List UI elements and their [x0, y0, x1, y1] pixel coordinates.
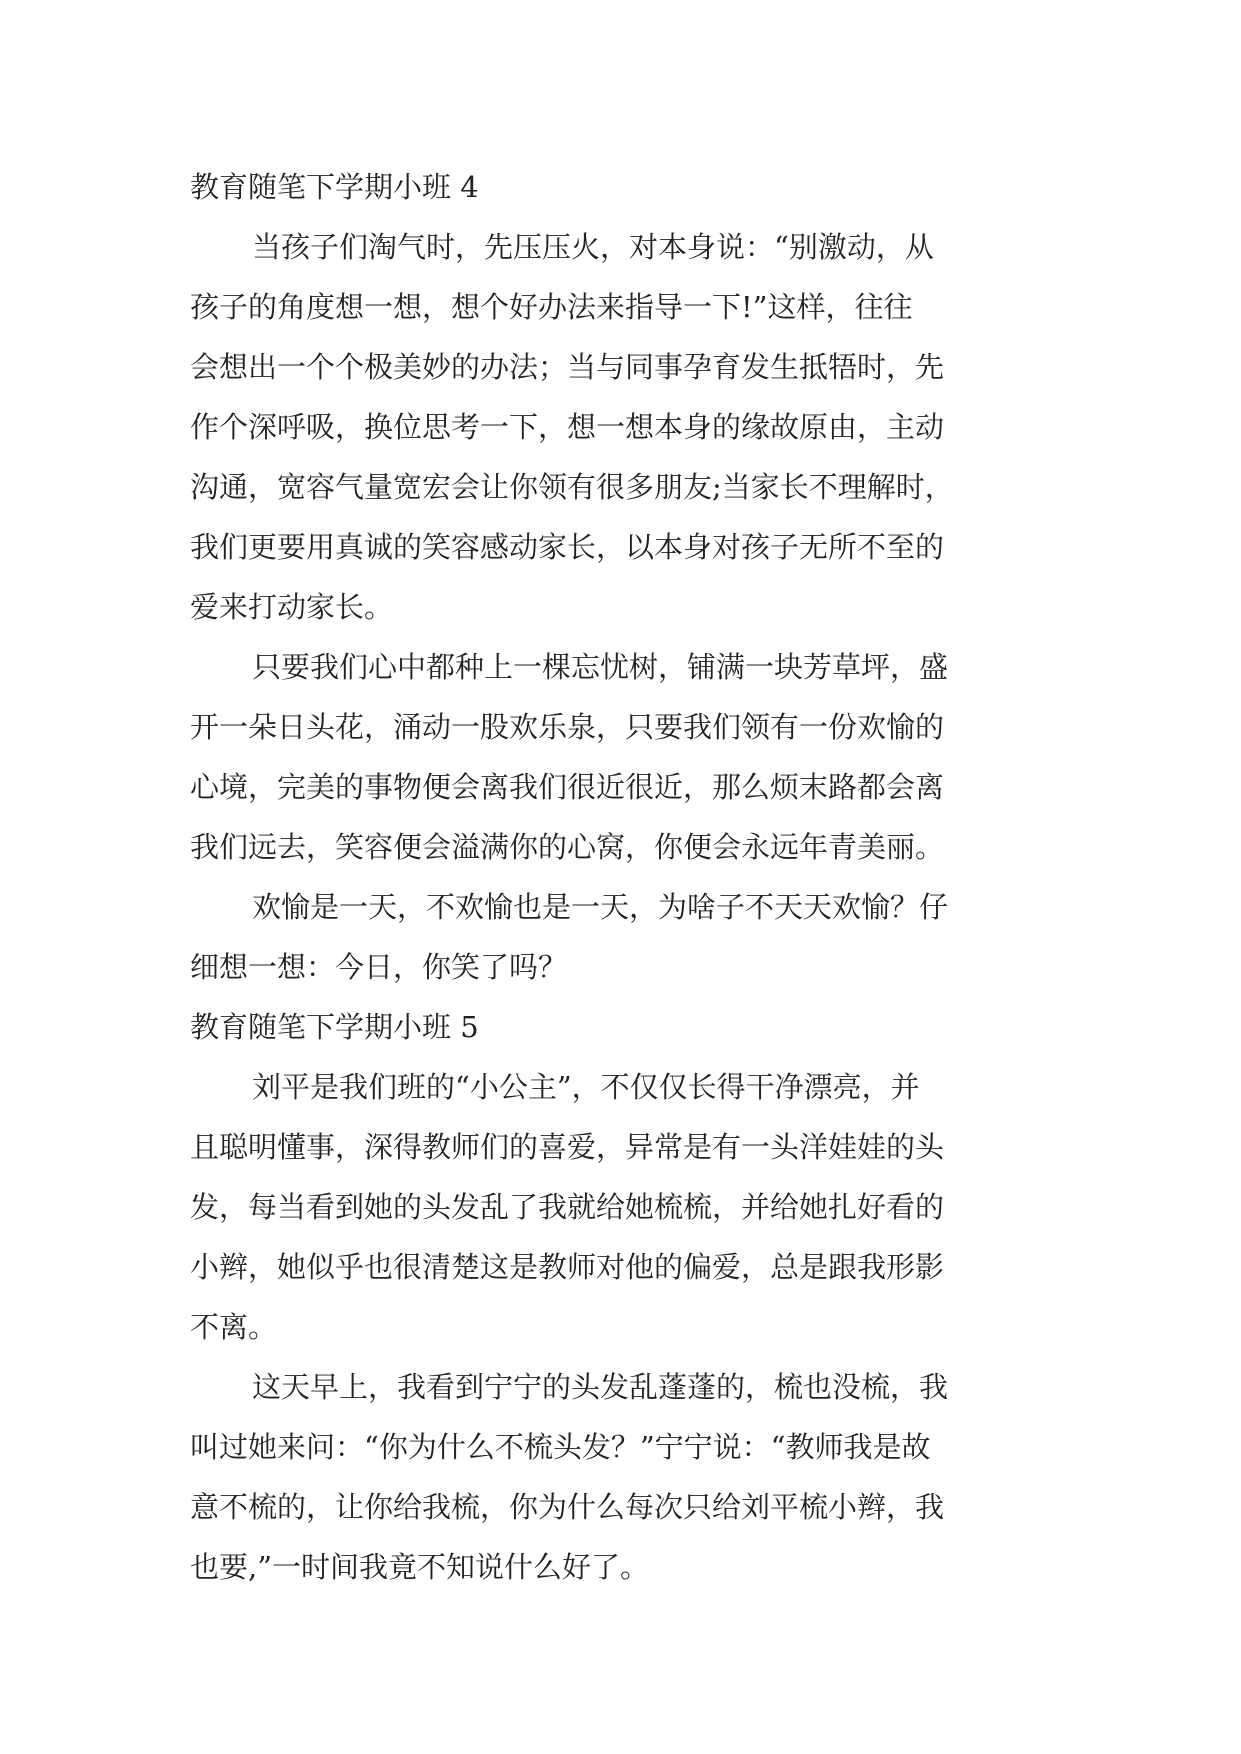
paragraph-line: 作个深呼吸，换位思考一下，想一想本身的缘故原由，主动	[190, 410, 945, 444]
paragraph-line: 心境，完美的事物便会离我们很近很近，那么烦末路都会离	[190, 770, 945, 804]
paragraph-line: 孩子的角度想一想，想个好办法来指导一下!”这样，往往	[190, 290, 913, 324]
paragraph-line: 欢愉是一天，不欢愉也是一天，为啥子不天天欢愉？仔	[252, 890, 949, 924]
paragraph-line: 这天早上，我看到宁宁的头发乱蓬蓬的，梳也没梳，我	[252, 1370, 949, 1404]
paragraph-line: 细想一想：今日，你笑了吗？	[190, 950, 568, 984]
paragraph-line: 只要我们心中都种上一棵忘忧树，铺满一块芳草坪，盛	[252, 650, 949, 684]
paragraph-line: 爱来打动家长。	[190, 590, 394, 624]
paragraph-line: 发，每当看到她的头发乱了我就给她梳梳，并给她扎好看的	[190, 1190, 945, 1224]
paragraph-line: 我们更要用真诚的笑容感动家长，以本身对孩子无所不至的	[190, 530, 945, 564]
paragraph-line: 叫过她来问：“你为什么不梳头发？”宁宁说：“教师我是故	[190, 1430, 931, 1464]
paragraph-line: 也要,”一时间我竟不知说什么好了。	[190, 1550, 650, 1584]
section-title: 教育随笔下学期小班 5	[190, 1010, 479, 1044]
section-title: 教育随笔下学期小班 4	[190, 170, 479, 204]
paragraph-line: 且聪明懂事，深得教师们的喜爱，异常是有一头洋娃娃的头	[190, 1130, 945, 1164]
paragraph-line: 开一朵日头花，涌动一股欢乐泉，只要我们领有一份欢愉的	[190, 710, 945, 744]
paragraph-line: 会想出一个个极美妙的办法；当与同事孕育发生抵牾时，先	[190, 350, 945, 384]
paragraph-line: 小辫，她似乎也很清楚这是教师对他的偏爱，总是跟我形影	[190, 1250, 945, 1284]
paragraph-line: 不离。	[190, 1310, 278, 1344]
paragraph-line: 我们远去，笑容便会溢满你的心窝，你便会永远年青美丽。	[190, 830, 945, 864]
paragraph-line: 刘平是我们班的“小公主”，不仅仅长得干净漂亮，并	[252, 1070, 920, 1104]
paragraph-line: 当孩子们淘气时，先压压火，对本身说：“别激动，从	[252, 230, 934, 264]
paragraph-line: 沟通，宽容气量宽宏会让你领有很多朋友;当家长不理解时，	[190, 470, 954, 504]
paragraph-line: 意不梳的，让你给我梳，你为什么每次只给刘平梳小辫，我	[190, 1490, 945, 1524]
